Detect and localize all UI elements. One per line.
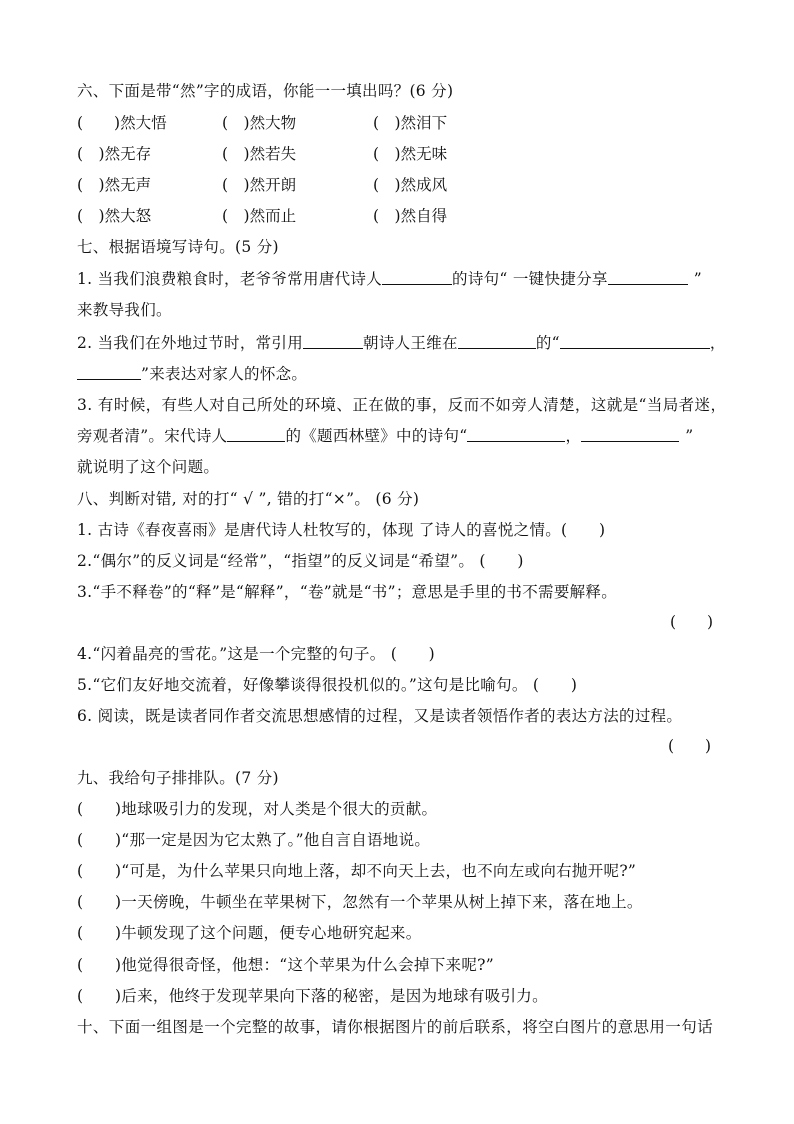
answer-blank[interactable]: [382, 270, 452, 285]
question-text: 2. 当我们在外地过节时，常引用: [77, 334, 304, 352]
judge-item: 5.“它们友好地交流着，好像攀谈得很投机似的。”这句是比喻句。 ( ): [77, 676, 578, 694]
question-text: 来教导我们。: [77, 301, 172, 319]
question-text: ”: [693, 270, 702, 288]
idiom-blank[interactable]: ( )然无味: [373, 145, 448, 163]
answer-blank[interactable]: [581, 427, 679, 442]
judge-item: 4.“闪着晶亮的雪花。”这是一个完整的句子。 ( ): [77, 645, 436, 663]
question-text: 1. 当我们浪费粮食时，老爷爷常用唐代诗人: [77, 270, 383, 288]
order-item[interactable]: ( )牛顿发现了这个问题，便专心地研究起来。: [77, 924, 422, 942]
idiom-blank[interactable]: ( )然无声: [77, 176, 152, 194]
judge-item: 1. 古诗《春夜喜雨》是唐代诗人杜牧写的，体现 了诗人的喜悦之情。( ): [77, 521, 606, 539]
question-text: 朝诗人王维在: [363, 334, 458, 352]
question-text: 的《题西林壁》中的诗句“: [285, 427, 468, 445]
idiom-blank[interactable]: ( )然大物: [222, 114, 297, 132]
answer-paren[interactable]: ( ): [668, 737, 712, 755]
judge-item: 2.“偶尔”的反义词是“经常”，“指望”的反义词是“希望”。 ( ): [77, 552, 524, 570]
judge-item: 6. 阅读，既是读者同作者交流思想感情的过程，又是读者领悟作者的表达方法的过程。: [77, 707, 683, 725]
judge-item: 3.“手不释卷”的“释”是“解释”，“卷”就是“书”；意思是手里的书不需要解释。: [77, 583, 618, 601]
poem-question-2-cont: [77, 364, 307, 384]
question-text: ，: [565, 427, 582, 445]
section-8-title: 八、判断对错, 对的打“ √ ”, 错的打“×”。 (6 分): [77, 490, 420, 508]
poem-question-3: [77, 426, 694, 446]
section-10-title: 十、下面一组图是一个完整的故事，请你根据图片的前后联系，将空白图片的意思用一句话: [77, 1018, 714, 1036]
idiom-blank[interactable]: ( )然大悟: [77, 114, 167, 132]
question-text: 的“: [535, 334, 560, 352]
question-text: 就说明了这个问题。: [77, 458, 220, 476]
poem-question-1: [77, 269, 702, 289]
order-item[interactable]: ( )“可是，为什么苹果只向地上落，却不向天上去，也不向左或向右抛开呢?”: [77, 862, 637, 880]
question-text: 3. 有时候，有些人对自己所处的环境、正在做的事，反而不如旁人清楚，这就是“当局者迷，: [77, 396, 727, 414]
answer-blank[interactable]: [77, 365, 141, 380]
answer-blank[interactable]: [560, 334, 710, 349]
order-item[interactable]: ( )“那一定是因为它太熟了。”他自言自语地说。: [77, 831, 431, 849]
question-text: ，: [709, 334, 726, 352]
order-item[interactable]: ( )他觉得很奇怪，他想：“这个苹果为什么会掉下来呢?”: [77, 956, 494, 974]
answer-blank[interactable]: [227, 427, 285, 442]
question-text: 旁观者清”。宋代诗人: [77, 427, 228, 445]
order-item[interactable]: ( )后来，他终于发现苹果向下落的秘密，是因为地球有吸引力。: [77, 987, 548, 1005]
idiom-blank[interactable]: ( )然泪下: [373, 114, 448, 132]
idiom-blank[interactable]: ( )然开朗: [222, 176, 297, 194]
answer-blank[interactable]: [458, 334, 536, 349]
idiom-blank[interactable]: ( )然而止: [222, 207, 297, 225]
section-7-title: 七、根据语境写诗句。(5 分): [77, 238, 279, 256]
idiom-blank[interactable]: ( )然自得: [373, 207, 448, 225]
idiom-blank[interactable]: ( )然大怒: [77, 207, 152, 225]
answer-blank[interactable]: [608, 270, 688, 285]
section-6-title: 六、下面是带“然”字的成语，你能一一填出吗？(6 分): [77, 82, 454, 100]
answer-blank[interactable]: [303, 334, 363, 349]
section-9-title: 九、我给句子排排队。(7 分): [77, 769, 279, 787]
question-text: ”来表达对家人的怀念。: [141, 365, 308, 383]
question-text: ”: [685, 427, 694, 445]
question-text: 的诗句“ 一键快捷分享: [452, 270, 608, 288]
order-item[interactable]: ( )地球吸引力的发现，对人类是个很大的贡献。: [77, 800, 438, 818]
order-item[interactable]: ( )一天傍晚，牛顿坐在苹果树下，忽然有一个苹果从树上掉下来，落在地上。: [77, 893, 643, 911]
answer-paren[interactable]: ( ): [670, 613, 714, 631]
poem-question-2: [77, 333, 726, 353]
idiom-blank[interactable]: ( )然成风: [373, 176, 448, 194]
answer-blank[interactable]: [467, 427, 565, 442]
idiom-blank[interactable]: ( )然无存: [77, 145, 152, 163]
idiom-blank[interactable]: ( )然若失: [222, 145, 297, 163]
